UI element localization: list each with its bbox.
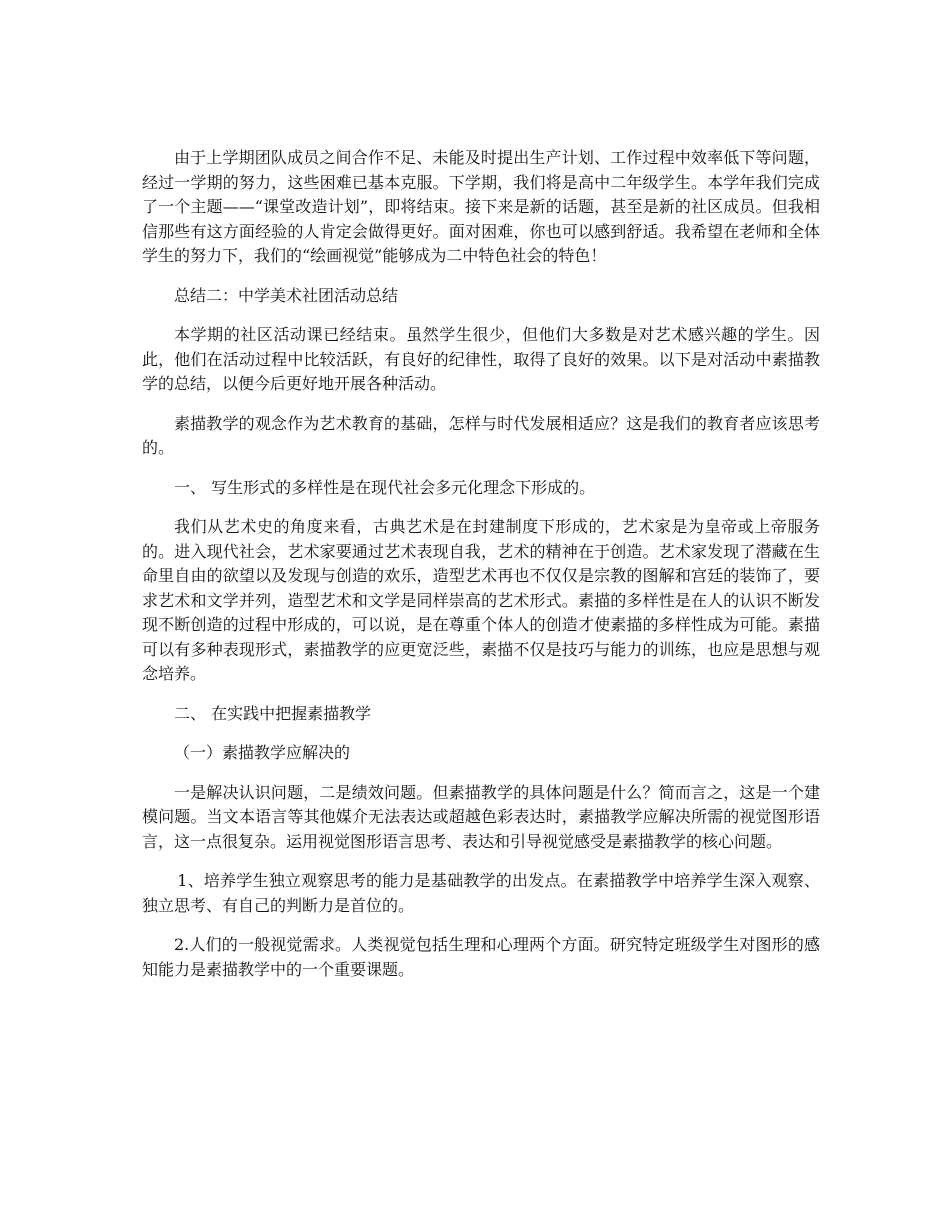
- paragraph-sketch-concept: 素描教学的观念作为艺术教育的基础，怎样与时代发展相适应？这是我们的教育者应该思考的。: [142, 413, 820, 457]
- heading-part-one: 一、 写生形式的多样性是在现代社会多元化理念下形成的。: [174, 477, 596, 497]
- list-item-independent-observation: 1、培养学生独立观察思考的能力是基础教学的出发点。在素描教学中培养学生深入观察、独立思考、有自己的判断力是首位的。: [142, 871, 820, 915]
- subheading-sketch-problems: （一）素描教学应解决的: [174, 743, 351, 762]
- list-item-visual-needs: 2.人们的一般视觉需求。人类视觉包括生理和心理两个方面。研究特定班级学生对图形的感知能力是素描教学中的一个重要课题。: [142, 935, 820, 979]
- document-page: [142, 146, 820, 997]
- heading-part-two: 二、 在实践中把握素描教学: [174, 703, 372, 723]
- section-title-summary-two: 总结二：中学美术社团活动总结: [174, 285, 399, 305]
- paragraph-semester-activity: 本学期的社区活动课已经结束。虽然学生很少，但他们大多数是对艺术感兴趣的学生。因此，他们在活动过程中比较活跃，有良好的纪律性，取得了良好的效果。以下是对活动中素描教学的总结，以便今后更好地开展各种活动。: [142, 325, 820, 393]
- paragraph-team-summary: 由于上学期团队成员之间合作不足、未能及时提出生产计划、工作过程中效率低下等问题，经过一学期的努力，这些困难已基本克服。下学期，我们将是高中二年级学生。本学年我们完成了一个主题——“课堂改造计划”，即将结束。接下来是新的话题，甚至是新的社区成员。但我相信那些有这方面经验的人肯定会做得更好。面对困难，你也可以感到舒适。我希望在老师和全体学生的努力下，我们的“绘画视觉”能够成为二中特色社会的特色！: [142, 148, 820, 265]
- paragraph-art-history: 我们从艺术史的角度来看，古典艺术是在封建制度下形成的，艺术家是为皇帝或上帝服务的。进入现代社会，艺术家要通过艺术表现自我，艺术的精神在于创造。艺术家发现了潜藏在生命里自由的欲望以及发现与创造的欢乐，造型艺术再也不仅仅是宗教的图解和宫廷的装饰了，要求艺术和文学并列，造型艺术和文学是同样崇高的艺术形式。素描的多样性是在人的认识不断发现不断创造的过程中形成的，可以说，是在尊重个体人的创造才使素描的多样性成为可能。素描可以有多种表现形式，素描教学的应更宽泛些，素描不仅是技巧与能力的训练，也应是思想与观念培养。: [142, 517, 820, 683]
- paragraph-sketch-core-problem: 一是解决认识问题，二是绩效问题。但素描教学的具体问题是什么？简而言之，这是一个建模问题。当文本语言等其他媒介无法表达或超越色彩表达时，素描教学应解决所需的视觉图形语言，这一点很复杂。运用视觉图形语言思考、表达和引导视觉感受是素描教学的核心问题。: [142, 782, 820, 851]
